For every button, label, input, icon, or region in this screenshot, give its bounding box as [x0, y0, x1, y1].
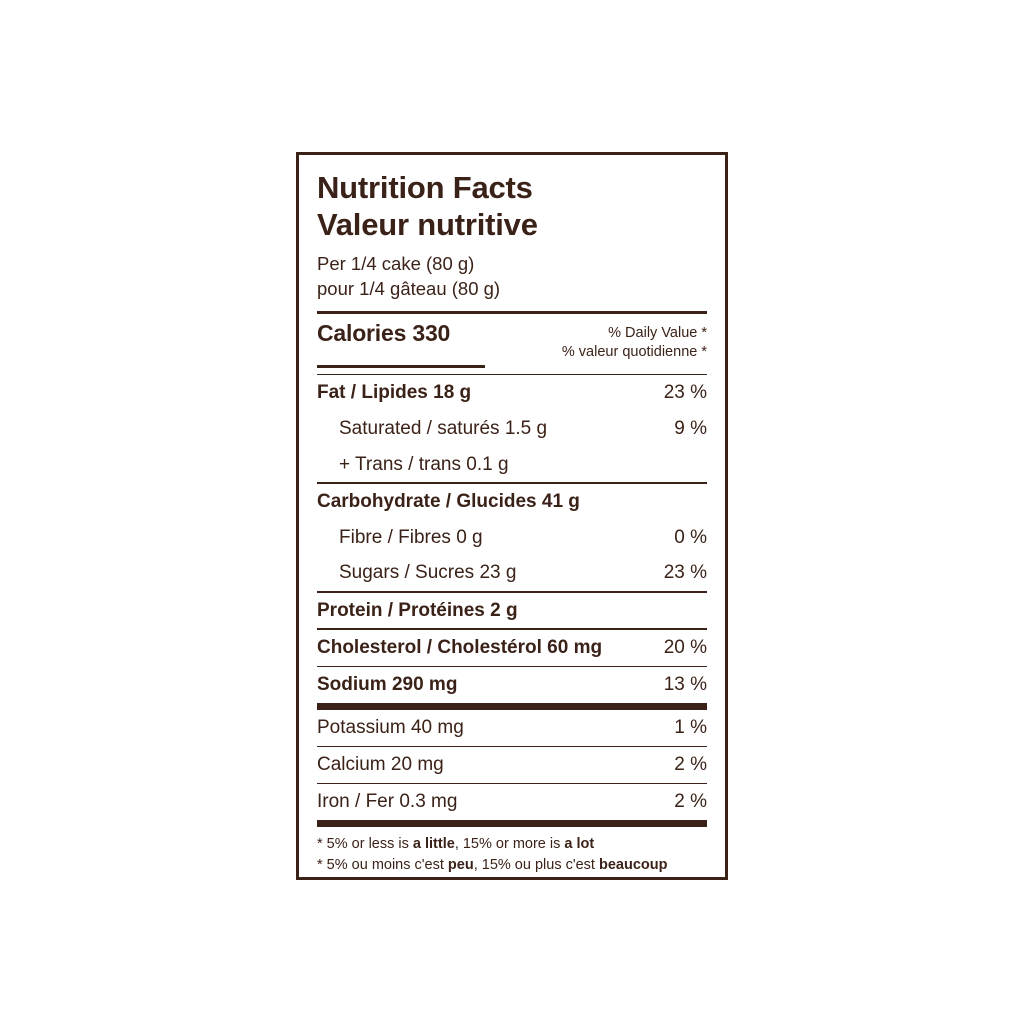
- serving-size-english: Per 1/4 cake (80 g): [317, 253, 475, 275]
- row-sodium: [317, 667, 707, 703]
- row-carbohydrate-label: Carbohydrate / Glucides 41 g: [317, 490, 580, 512]
- row-calcium: [317, 747, 707, 783]
- row-carbohydrate: [317, 484, 707, 520]
- footnote-block: [317, 827, 707, 876]
- row-sodium-label: Sodium 290 mg: [317, 674, 458, 696]
- row-calcium-label: Calcium 20 mg: [317, 754, 444, 776]
- row-fibre-percent: 0 %: [674, 526, 707, 548]
- divider-above-potassium: [317, 703, 707, 710]
- calories-row: [317, 314, 707, 363]
- daily-value-french: % valeur quotidienne *: [561, 343, 707, 360]
- row-iron-percent: 2 %: [674, 791, 707, 813]
- row-cholesterol-label: Cholesterol / Cholestérol 60 mg: [317, 636, 603, 658]
- footnote-english-pre: * 5% or less is: [317, 836, 413, 853]
- nutrition-facts-inner: [299, 155, 725, 886]
- daily-value-english: % Daily Value *: [608, 325, 707, 342]
- footnote-english-little: a little: [412, 836, 455, 853]
- row-sugars: [317, 555, 707, 591]
- row-fat-label: Fat / Lipides 18 g: [317, 382, 472, 404]
- row-potassium-label: Potassium 40 mg: [317, 716, 464, 738]
- footnote-french-little: peu: [447, 857, 474, 874]
- row-protein: [317, 593, 707, 629]
- footnote-english: [317, 834, 707, 855]
- daily-value-header: [562, 320, 707, 360]
- row-fat: [317, 375, 707, 411]
- nutrition-facts-panel: [296, 152, 728, 880]
- row-protein-label: Protein / Protéines 2 g: [317, 599, 518, 621]
- row-cholesterol: [317, 630, 707, 666]
- row-calcium-percent: 2 %: [674, 754, 707, 776]
- row-saturated-label: Saturated / saturés 1.5 g: [339, 417, 548, 439]
- title-english: Nutrition Facts: [317, 170, 533, 205]
- title-french: Valeur nutritive: [317, 206, 538, 242]
- footnote-english-lot: a lot: [564, 836, 595, 853]
- row-sugars-percent: 23 %: [663, 562, 707, 584]
- footnote-french-mid: , 15% ou plus c'est: [473, 857, 599, 874]
- row-trans-label: + Trans / trans 0.1 g: [339, 453, 509, 475]
- row-fat-percent: 23 %: [663, 382, 707, 404]
- row-potassium: [317, 710, 707, 746]
- row-trans: [317, 447, 707, 483]
- divider-above-footnote: [317, 820, 707, 827]
- row-cholesterol-percent: 20 %: [663, 636, 707, 658]
- row-potassium-percent: 1 %: [674, 716, 707, 738]
- footnote-french: [317, 855, 707, 876]
- footnote-french-lot: beaucoup: [599, 857, 668, 874]
- row-sugars-label: Sugars / Sucres 23 g: [339, 562, 517, 584]
- serving-size-french: pour 1/4 gâteau (80 g): [317, 278, 501, 300]
- row-fibre: [317, 520, 707, 556]
- row-iron: [317, 784, 707, 820]
- footnote-french-pre: * 5% ou moins c'est: [317, 857, 448, 874]
- footnote-english-mid: , 15% or more is: [454, 836, 565, 853]
- calories-label: Calories 330: [317, 320, 451, 347]
- row-sodium-percent: 13 %: [663, 674, 707, 696]
- row-iron-label: Iron / Fer 0.3 mg: [317, 791, 458, 813]
- row-saturated-percent: 9 %: [674, 417, 707, 439]
- row-saturated: [317, 411, 707, 447]
- row-fibre-label: Fibre / Fibres 0 g: [339, 526, 483, 548]
